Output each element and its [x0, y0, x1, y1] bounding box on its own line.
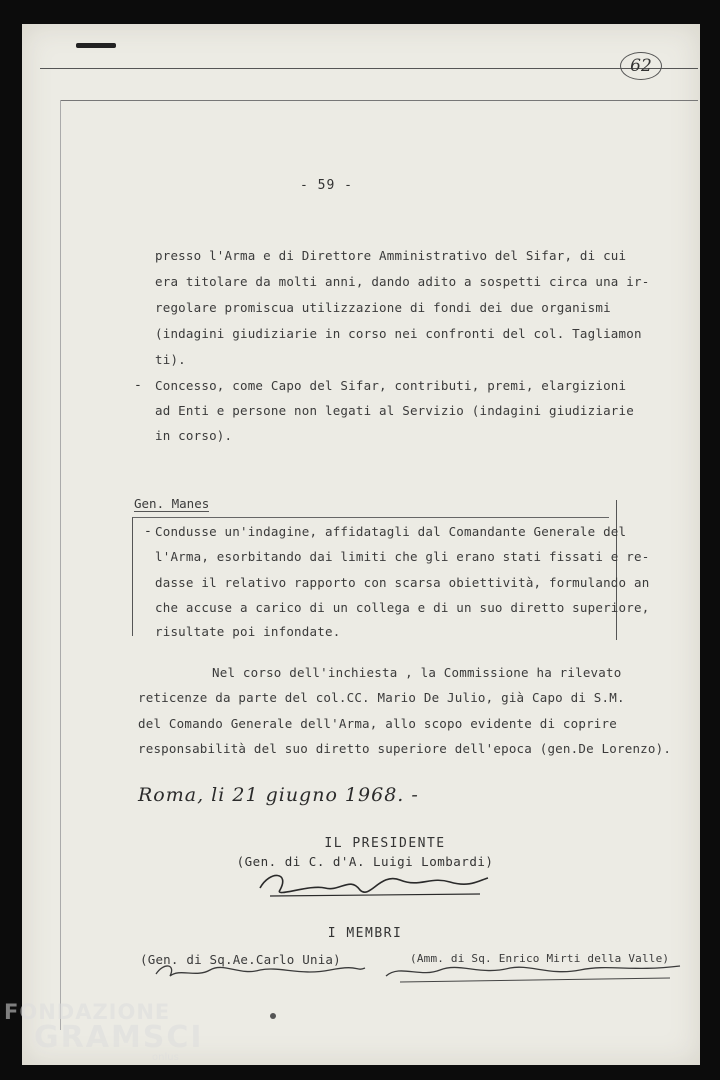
paragraph3-line: Condusse un'indagine, affidatagli dal Comandante Generale del	[155, 524, 627, 539]
president-name: (Gen. di C. d'A. Luigi Lombardi)	[236, 854, 494, 869]
paragraph4-line: reticenze da parte del col.CC. Mario De Julio, già Capo di S.M.	[138, 690, 625, 705]
paragraph4-line: responsabilità del suo diretto superiore dell'epoca (gen.De Lorenzo).	[138, 741, 672, 756]
second-rule	[60, 100, 698, 101]
paragraph2-line: ad Enti e persone non legati al Servizio (indagini giudiziarie	[155, 403, 634, 418]
watermark-line1: FONDAZIONE	[4, 1000, 171, 1024]
paragraph3-line: che accuse a carico di un collega e di un suo diretto superiore,	[155, 600, 650, 615]
margin-bracket-right	[606, 500, 617, 640]
president-title: IL PRESIDENTE	[324, 836, 446, 851]
folio-number: 62	[620, 52, 662, 80]
paragraph1-line: era titolare da molti anni, dando adito a sospetti circa una ir-	[155, 274, 650, 289]
paragraph4-line: Nel corso dell'inchiesta , la Commissione ha rilevato	[212, 665, 622, 680]
paragraph1-line: presso l'Arma e di Direttore Amministrativo del Sifar, di cui	[155, 248, 627, 263]
paragraph3-line: risultate poi infondate.	[155, 624, 341, 639]
members-title: I MEMBRI	[327, 926, 403, 941]
member1-signature	[150, 958, 370, 988]
bullet-dash: -	[134, 378, 142, 393]
paragraph3-line: l'Arma, esorbitando dai limiti che gli erano stati fissati e re-	[155, 549, 650, 564]
left-margin-rule	[60, 100, 61, 1030]
paragraph4-line: del Comando Generale dell'Arma, allo scopo evidente di coprire	[138, 716, 617, 731]
watermark-line2: GRAMSCI	[34, 1020, 204, 1055]
page-number: - 59 -	[300, 178, 353, 193]
date-line: Roma, li 21 giugno 1968. -	[138, 784, 419, 806]
ink-dot	[270, 1013, 276, 1019]
ink-mark	[76, 43, 116, 48]
member2-signature	[380, 958, 690, 988]
paragraph2-line: Concesso, come Capo del Sifar, contributi, premi, elargizioni	[155, 378, 627, 393]
section-heading: Gen. Manes	[134, 496, 210, 511]
watermark-line3: onlus	[152, 1052, 179, 1063]
watermark-logo	[4, 1000, 204, 1063]
paragraph2-line: in corso).	[155, 428, 233, 443]
paragraph3-line: dasse il relativo rapporto con scarsa obiettività, formulando an	[155, 575, 650, 590]
paragraph1-line: (indagini giudiziarie in corso nei confronti del col. Tagliamon	[155, 326, 642, 341]
paragraph1-line: ti).	[155, 352, 186, 367]
member2-name: (Amm. di Sq. Enrico Mirti della Valle)	[410, 952, 670, 965]
president-signature	[250, 866, 500, 906]
top-rule	[40, 68, 698, 69]
paragraph1-line: regolare promiscua utilizzazione di fondi dei due organismi	[155, 300, 611, 315]
member1-name: (Gen. di Sq.Ae.Carlo Unia)	[140, 952, 341, 967]
bullet-dash: -	[144, 524, 152, 539]
